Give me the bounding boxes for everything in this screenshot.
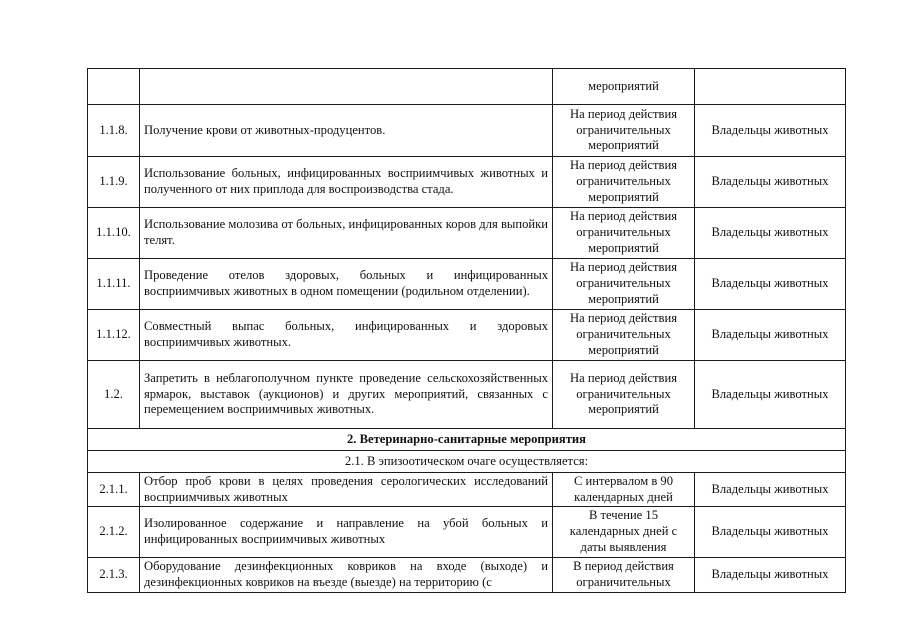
item-number: 1.1.10. <box>88 208 140 259</box>
item-term: На период действия ограничительных мероприятий <box>553 310 695 361</box>
table-row <box>88 310 846 361</box>
measures-table <box>87 68 846 593</box>
item-term: На период действия ограничительных мероприятий <box>553 259 695 310</box>
item-description: Совместный выпас больных, инфицированных и здоровых восприимчивых животных. <box>140 310 553 361</box>
item-number <box>88 69 140 105</box>
table-row <box>88 157 846 208</box>
item-responsible: Владельцы животных <box>695 558 846 593</box>
item-responsible: Владельцы животных <box>695 473 846 507</box>
item-description: Получение крови от животных-продуцентов. <box>140 105 553 157</box>
item-responsible: Владельцы животных <box>695 259 846 310</box>
section-heading: 2. Ветеринарно-санитарные мероприятия <box>88 429 846 451</box>
section-heading-row <box>88 429 846 451</box>
item-term: На период действия ограничительных мероприятий <box>553 105 695 157</box>
table-row <box>88 69 846 105</box>
item-responsible <box>695 69 846 105</box>
item-term: На период действия ограничительных мероприятий <box>553 157 695 208</box>
table-row <box>88 208 846 259</box>
item-number: 1.1.9. <box>88 157 140 208</box>
item-description <box>140 69 553 105</box>
item-term: На период действия ограничительных мероприятий <box>553 208 695 259</box>
item-number: 2.1.3. <box>88 558 140 593</box>
item-term: На период действия ограничительных мероприятий <box>553 361 695 429</box>
item-responsible: Владельцы животных <box>695 208 846 259</box>
item-responsible: Владельцы животных <box>695 105 846 157</box>
item-number: 1.2. <box>88 361 140 429</box>
item-term: мероприятий <box>553 69 695 105</box>
table-row <box>88 507 846 558</box>
table-row <box>88 259 846 310</box>
item-responsible: Владельцы животных <box>695 310 846 361</box>
item-description: Оборудование дезинфекционных ковриков на входе (выходе) и дезинфекционных ковриков на въезде (выезде) на территорию (с <box>140 558 553 593</box>
item-description: Отбор проб крови в целях проведения серологических исследований восприимчивых животных <box>140 473 553 507</box>
item-description: Запретить в неблагополучном пункте проведение сельскохозяйственных ярмарок, выставок (аукционов) и других мероприятий, связанных с перемещением восприимчивых животных. <box>140 361 553 429</box>
subsection-heading: 2.1. В эпизоотическом очаге осуществляется: <box>88 451 846 473</box>
item-description: Изолированное содержание и направление на убой больных и инфицированных восприимчивых животных <box>140 507 553 558</box>
item-number: 1.1.11. <box>88 259 140 310</box>
item-term: С интервалом в 90 календарных дней <box>553 473 695 507</box>
table-row <box>88 473 846 507</box>
item-responsible: Владельцы животных <box>695 361 846 429</box>
item-number: 1.1.12. <box>88 310 140 361</box>
item-term: В течение 15 календарных дней с даты выявления <box>553 507 695 558</box>
item-description: Проведение отелов здоровых, больных и инфицированных восприимчивых животных в одном помещении (родильном отделении). <box>140 259 553 310</box>
item-term: В период действия ограничительных <box>553 558 695 593</box>
table-row <box>88 558 846 593</box>
table-row <box>88 361 846 429</box>
item-responsible: Владельцы животных <box>695 507 846 558</box>
item-number: 2.1.1. <box>88 473 140 507</box>
subsection-heading-row <box>88 451 846 473</box>
item-number: 1.1.8. <box>88 105 140 157</box>
item-responsible: Владельцы животных <box>695 157 846 208</box>
item-description: Использование молозива от больных, инфицированных коров для выпойки телят. <box>140 208 553 259</box>
item-description: Использование больных, инфицированных восприимчивых животных и полученного от них приплода для воспроизводства стада. <box>140 157 553 208</box>
item-number: 2.1.2. <box>88 507 140 558</box>
table-row <box>88 105 846 157</box>
